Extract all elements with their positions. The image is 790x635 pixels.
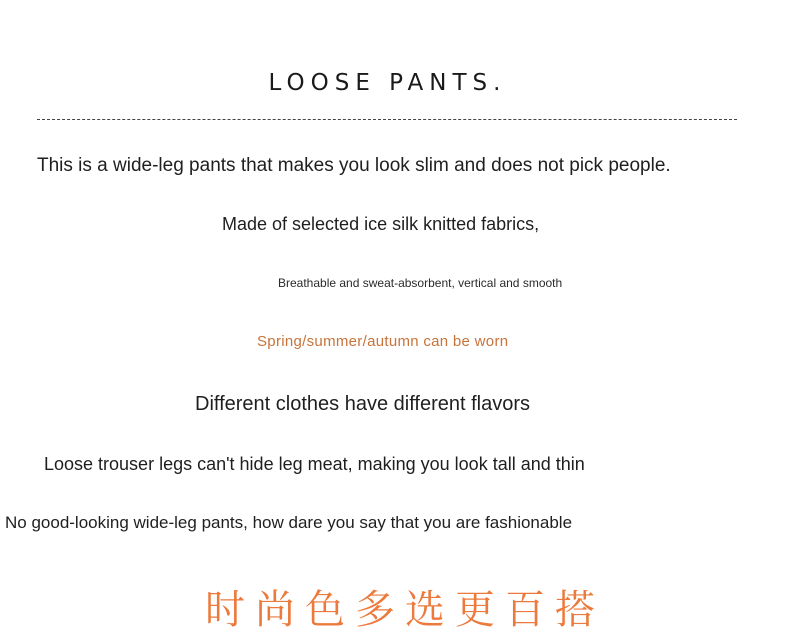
page-title: LOOSE PANTS. xyxy=(268,70,507,96)
description-line-slim: This is a wide-leg pants that makes you look slim and does not pick people. xyxy=(37,155,671,176)
description-line-seasons: Spring/summer/autumn can be worn xyxy=(257,333,509,350)
dashed-divider xyxy=(37,119,737,120)
description-line-flavors: Different clothes have different flavors xyxy=(195,393,530,415)
description-line-fabric: Made of selected ice silk knitted fabrics, xyxy=(222,214,540,234)
footer-heading-cropped: 时尚色多选更百搭 xyxy=(205,587,605,633)
description-line-fashionable: No good-looking wide-leg pants, how dare you say that you are fashionable xyxy=(5,513,573,532)
description-line-legs: Loose trouser legs can't hide leg meat, making you look tall and thin xyxy=(44,454,585,474)
description-line-breathable: Breathable and sweat-absorbent, vertical and smooth xyxy=(278,276,563,290)
